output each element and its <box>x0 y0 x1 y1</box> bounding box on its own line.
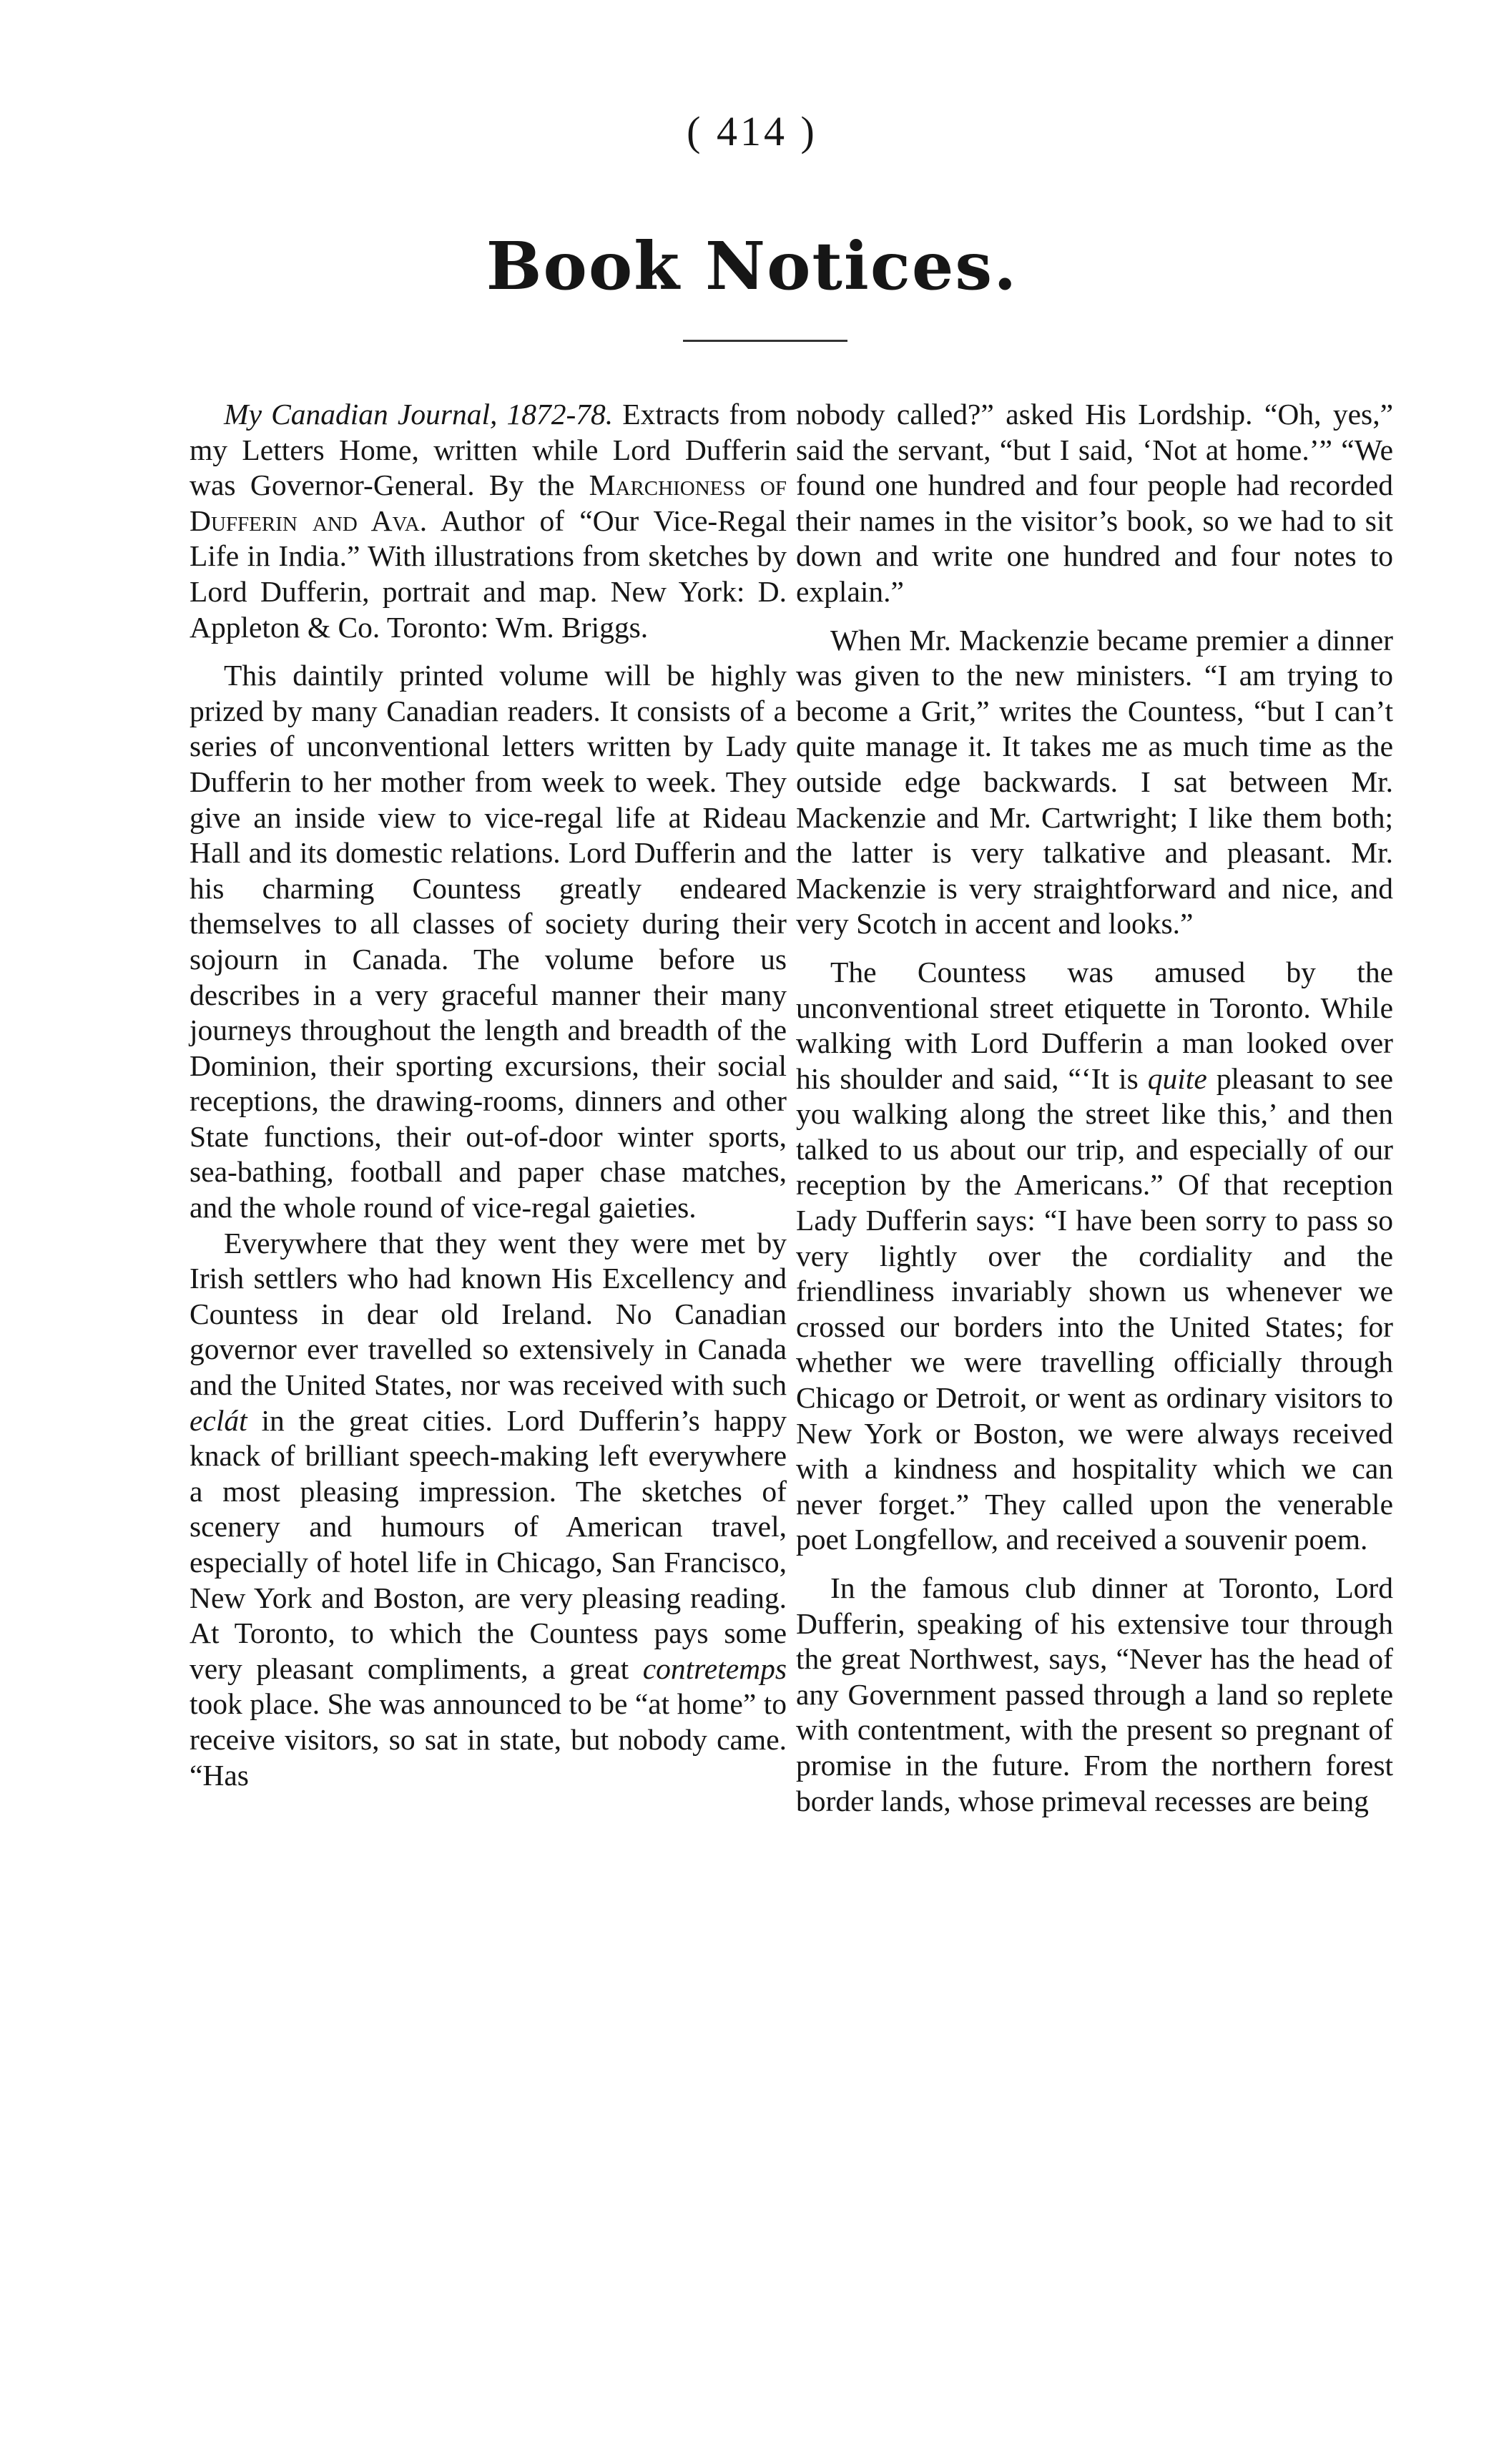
review-paragraph-2 <box>190 1226 787 1794</box>
contretemps-word: contretemps <box>642 1651 787 1685</box>
review-paragraph-4: When Mr. Mackenzie became premier a dinner was given to the new ministers. “I am trying to become a Grit,” writes the Countess, “but I can’t quite manage it. It takes me as much time as the outside edge backwards. I sat between Mr. Mackenzie and Mr. Cartwright; I like them both; the latter is very talkative and pleasant. Mr. Mackenzie is very straightforward and nice, and very Scotch in accent and looks.” <box>796 623 1393 941</box>
citation-text-b: . Author of “Our Vice-Regal Life in India.” With illustrations from sketches by Lord Dufferin, portrait and map. New York: D. Appleton & Co. Toronto: Wm. Briggs. <box>190 504 787 644</box>
page-title: Book Notices. <box>486 227 1018 305</box>
eclat-word: eclát <box>190 1403 247 1437</box>
left-column <box>190 397 787 1793</box>
title-rule <box>683 340 847 342</box>
book-title: My Canadian Journal, 1872-78. <box>224 398 614 431</box>
book-citation <box>190 397 787 645</box>
review-paragraph-6: In the famous club dinner at Toronto, Lord Dufferin, speaking of his extensive tour through the great Northwest, says, “Never has the head of any Government passed through a land so replete with contentment, with the present so pregnant of promise in the future. From the northern forest border lands, whose primeval recesses are being <box>796 1571 1393 1817</box>
citation-text-a: Extracts from my Letters Home, written while Lord Dufferin was Governor-General. By the <box>190 398 787 502</box>
review-paragraph-3: nobody called?” asked His Lordship. “Oh, yes,” said the servant, “but I said, ‘Not at home.’” “We found one hundred and four people had recorded their names in the visitor’s book, so we had to sit down and write one hundred and four notes to explain.” <box>796 398 1393 608</box>
review-paragraph-2-a: Everywhere that they went they were met by Irish settlers who had known His Excellency and Countess in dear old Ireland. No Canadian governor ever travelled so extensively in Canada and the United States, nor was received with such <box>190 1226 787 1402</box>
right-column <box>796 397 1393 1819</box>
review-paragraph-5-b: pleasant to see you walking along the street like this,’ and then talked to us about our trip, and especially of our reception by the Americans.” Of that reception Lady Dufferin says: “I have been sorry to pass so very lightly over the cordiality and the friendliness invariably shown us whenever we crossed our borders into the United States; for whether we were travelling officially through Chicago or Detroit, or went as ordinary visitors to New York or Boston, we were always received with a kindness and hospitality which we can never forget.” They called upon the venerable poet Longfellow, and received a souvenir poem. <box>796 1061 1393 1556</box>
review-paragraph-1: This daintily printed volume will be highly prized by many Canadian readers. It consists of a series of unconventional letters written by Lady Dufferin to her mother from week to week. They give an inside view to vice-regal life at Rideau Hall and its domestic relations. Lord Dufferin and his charming Countess greatly endeared themselves to all classes of society during their sojourn in Canada. The volume before us describes in a very graceful manner their many journeys throughout the length and breadth of the Dominion, their sporting excursions, their social receptions, the drawing-rooms, dinners and other State functions, their out-of-door winter sports, sea-bathing, football and paper chase matches, and the whole round of vice-regal gaieties. <box>190 659 787 1224</box>
review-paragraph-5 <box>796 955 1393 1558</box>
quite-word: quite <box>1147 1061 1207 1095</box>
page-number: ( 414 ) <box>687 108 817 154</box>
review-paragraph-5-a: The Countess was amused by the unconventional street etiquette in Toronto. While walking with Lord Dufferin a man looked over his shoulder and said, “‘It is <box>796 955 1393 1095</box>
review-paragraph-2-c: took place. She was announced to be “at home” to receive visitors, so sat in state, but nobody came. “Has <box>190 1687 787 1792</box>
citation-author: Marchioness of Dufferin and Ava <box>190 468 787 537</box>
review-paragraph-2-b: in the great cities. Lord Dufferin’s happy knack of brilliant speech-making left everywhere a most pleasing impression. The sketches of scenery and humours of American travel, especially of hotel life in Chicago, San Francisco, New York and Boston, are very pleasing reading. At Toronto, to which the Countess pays some very pleasant compliments, a great <box>190 1403 787 1685</box>
